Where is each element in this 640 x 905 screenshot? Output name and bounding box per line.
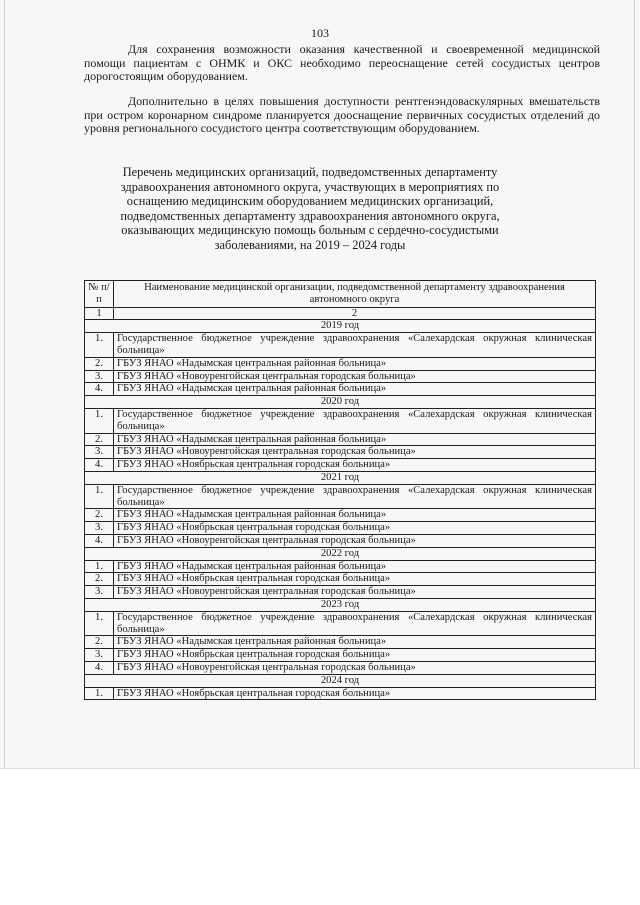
row-number: 1. <box>85 408 114 433</box>
year-label: 2020 год <box>85 396 596 409</box>
table-row <box>85 534 596 547</box>
row-number: 2. <box>85 433 114 446</box>
year-row <box>85 396 596 409</box>
table-row <box>85 611 596 636</box>
row-number: 2. <box>85 573 114 586</box>
row-number: 2. <box>85 357 114 370</box>
column-index-row <box>85 307 596 320</box>
organization-name: ГБУЗ ЯНАО «Надымская центральная районная больница» <box>114 357 596 370</box>
row-number: 4. <box>85 534 114 547</box>
organizations-table <box>84 280 596 700</box>
organization-name: ГБУЗ ЯНАО «Надымская центральная районная больница» <box>114 383 596 396</box>
organization-name: ГБУЗ ЯНАО «Новоуренгойская центральная городская больница» <box>114 534 596 547</box>
paragraph-2: Дополнительно в целях повышения доступности рентгенэндоваскулярных вмешательств при остром коронарном синдроме планируется дооснащение первичных сосудистых отделений до уровня регионального сосудистого центра соответствующим оборудованием. <box>84 94 600 135</box>
organization-name: ГБУЗ ЯНАО «Новоуренгойская центральная городская больница» <box>114 370 596 383</box>
column-index: 1 <box>85 307 114 320</box>
table-body <box>85 307 596 700</box>
scan-edge-right <box>634 0 635 768</box>
organization-name: ГБУЗ ЯНАО «Новоуренгойская центральная городская больница» <box>114 446 596 459</box>
organization-name: ГБУЗ ЯНАО «Новоуренгойская центральная городская больница» <box>114 661 596 674</box>
table-row <box>85 586 596 599</box>
table-row <box>85 573 596 586</box>
year-row <box>85 320 596 333</box>
year-label: 2024 год <box>85 674 596 687</box>
organization-name: Государственное бюджетное учреждение здравоохранения «Салехардская окружная клиническая больница» <box>114 484 596 509</box>
table-row <box>85 687 596 700</box>
page-number: 103 <box>311 26 329 40</box>
organization-name: ГБУЗ ЯНАО «Ноябрьская центральная городская больница» <box>114 522 596 535</box>
organization-name: ГБУЗ ЯНАО «Надымская центральная районная больница» <box>114 509 596 522</box>
table-row <box>85 446 596 459</box>
table-row <box>85 357 596 370</box>
organization-name: ГБУЗ ЯНАО «Ноябрьская центральная городская больница» <box>114 687 596 700</box>
organization-name: ГБУЗ ЯНАО «Надымская центральная районная больница» <box>114 636 596 649</box>
table-row <box>85 649 596 662</box>
table-row <box>85 433 596 446</box>
row-number: 1. <box>85 333 114 358</box>
row-number: 3. <box>85 446 114 459</box>
row-number: 4. <box>85 383 114 396</box>
year-label: 2022 год <box>85 547 596 560</box>
table-row <box>85 509 596 522</box>
year-row <box>85 547 596 560</box>
column-header-number: № п/п <box>85 281 114 308</box>
organization-name: ГБУЗ ЯНАО «Надымская центральная районная больница» <box>114 560 596 573</box>
year-row <box>85 598 596 611</box>
table-row <box>85 560 596 573</box>
organization-name: ГБУЗ ЯНАО «Надымская центральная районная больница» <box>114 433 596 446</box>
row-number: 4. <box>85 459 114 472</box>
row-number: 4. <box>85 661 114 674</box>
column-index: 2 <box>114 307 596 320</box>
table-header-row <box>85 281 596 308</box>
row-number: 1. <box>85 687 114 700</box>
table-row <box>85 459 596 472</box>
year-label: 2021 год <box>85 471 596 484</box>
year-row <box>85 674 596 687</box>
column-header-name: Наименование медицинской организации, подведомственной департаменту здравоохранения автономного округа <box>114 281 596 308</box>
row-number: 2. <box>85 636 114 649</box>
table-row <box>85 484 596 509</box>
row-number: 1. <box>85 611 114 636</box>
year-label: 2023 год <box>85 598 596 611</box>
paragraph-1: Для сохранения возможности оказания качественной и своевременной медицинской помощи пациентам с ОНМК и ОКС необходимо переоснащение сетей сосудистых центров дорогостоящим оборудованием. <box>84 42 600 83</box>
organization-name: Государственное бюджетное учреждение здравоохранения «Салехардская окружная клиническая больница» <box>114 408 596 433</box>
organization-name: ГБУЗ ЯНАО «Ноябрьская центральная городская больница» <box>114 459 596 472</box>
table-row <box>85 636 596 649</box>
year-label: 2019 год <box>85 320 596 333</box>
table-row <box>85 661 596 674</box>
scan-edge-left <box>4 0 5 768</box>
row-number: 1. <box>85 560 114 573</box>
organization-name: ГБУЗ ЯНАО «Ноябрьская центральная городская больница» <box>114 573 596 586</box>
row-number: 3. <box>85 649 114 662</box>
table-row <box>85 408 596 433</box>
table-row <box>85 370 596 383</box>
row-number: 1. <box>85 484 114 509</box>
table-row <box>85 522 596 535</box>
organization-name: ГБУЗ ЯНАО «Новоуренгойская центральная городская больница» <box>114 586 596 599</box>
year-row <box>85 471 596 484</box>
list-title: Перечень медицинских организаций, подведомственных департаменту здравоохранения автономного округа, участвующих в мероприятиях по оснащению медицинским оборудованием медицинских организаций, подведомственных департаменту здравоохранения автономного округа, оказывающих медицинскую помощь больным с сердечно-сосудистыми заболеваниями, на 2019 – 2024 годы <box>120 165 500 252</box>
table-row <box>85 383 596 396</box>
organization-name: Государственное бюджетное учреждение здравоохранения «Салехардская окружная клиническая больница» <box>114 333 596 358</box>
table-row <box>85 333 596 358</box>
row-number: 3. <box>85 586 114 599</box>
row-number: 3. <box>85 370 114 383</box>
organization-name: ГБУЗ ЯНАО «Ноябрьская центральная городская больница» <box>114 649 596 662</box>
row-number: 2. <box>85 509 114 522</box>
row-number: 3. <box>85 522 114 535</box>
organization-name: Государственное бюджетное учреждение здравоохранения «Салехардская окружная клиническая больница» <box>114 611 596 636</box>
